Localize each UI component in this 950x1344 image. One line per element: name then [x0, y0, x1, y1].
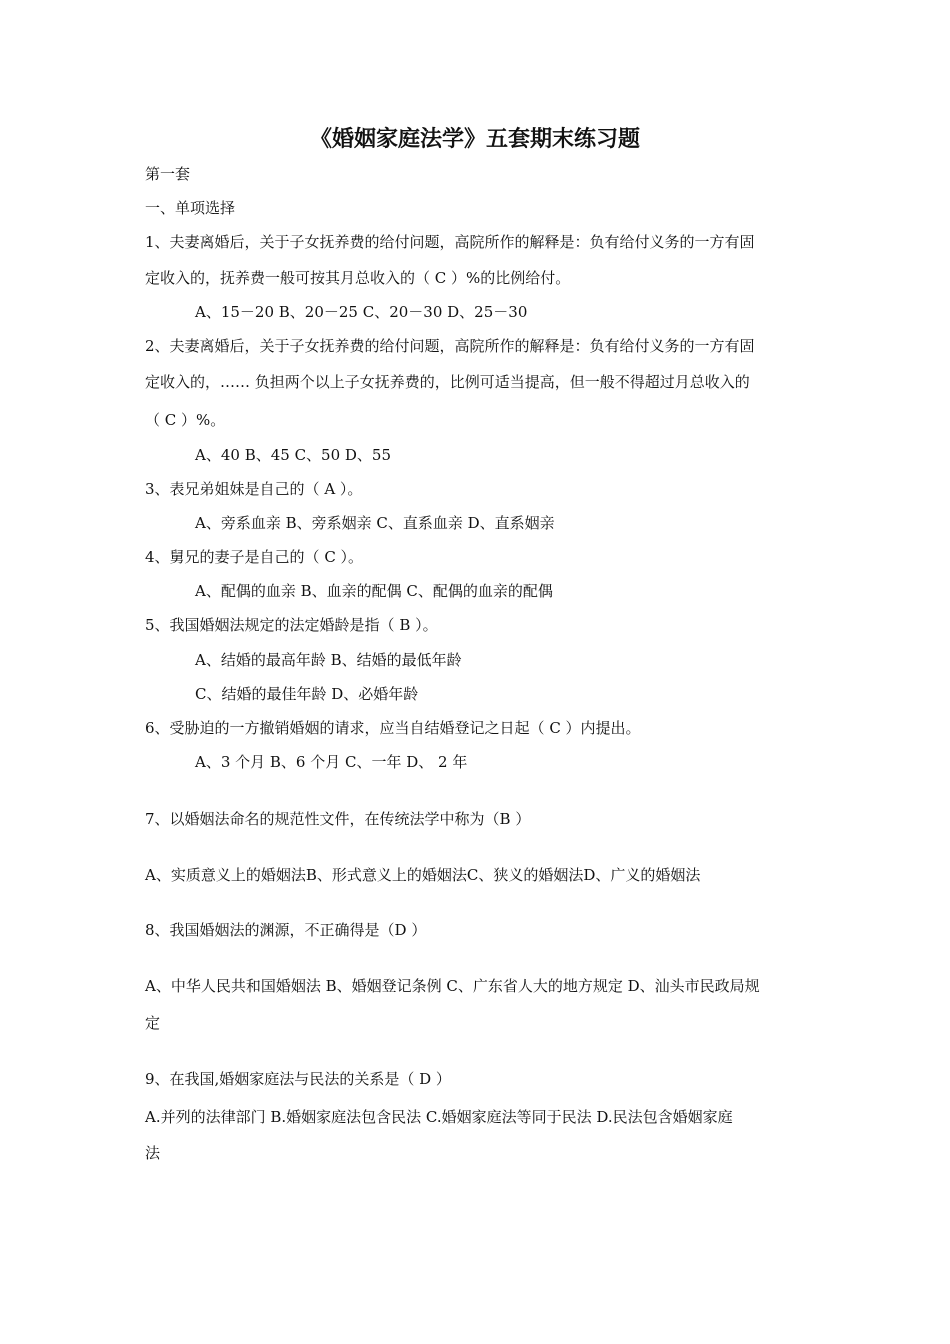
question-9-options: A.并列的法律部门 B.婚姻家庭法包含民法 C.婚姻家庭法等同于民法 D.民法包含婚姻家庭 [145, 1108, 733, 1126]
question-8-options-cont: 定 [145, 1014, 161, 1032]
question-5-options-2: C、结婚的最佳年龄 D、必婚年龄 [195, 685, 419, 703]
question-3-options: A、旁系血亲 B、旁系姻亲 C、直系血亲 D、直系姻亲 [195, 514, 555, 532]
section-label: 第一套 [145, 165, 191, 183]
question-5-text: 5、我国婚姻法规定的法定婚龄是指（ B ）。 [145, 616, 438, 634]
question-7-options: A、实质意义上的婚姻法B、形式意义上的婚姻法C、狭义的婚姻法D、广义的婚姻法 [145, 866, 701, 884]
question-1-options: A、15－20 B、20－25 C、20－30 D、25－30 [195, 303, 528, 321]
question-7-text: 7、以婚姻法命名的规范性文件，在传统法学中称为（B ） [145, 810, 531, 828]
question-9-text: 9、在我国,婚姻家庭法与民法的关系是（ D ） [145, 1070, 451, 1088]
question-2-text-cont-2: （ C ）%。 [145, 411, 226, 429]
question-2-options: A、40 B、45 C、50 D、55 [195, 446, 392, 464]
question-6-options: A、3 个月 B、6 个月 C、一年 D、 2 年 [195, 753, 468, 771]
question-3-text: 3、表兄弟姐妹是自己的（ A ）。 [145, 480, 363, 498]
question-2-text-cont: 定收入的，…… 负担两个以上子女抚养费的，比例可适当提高，但一般不得超过月总收入的 [145, 373, 750, 391]
question-4-options: A、配偶的血亲 B、血亲的配偶 C、配偶的血亲的配偶 [195, 582, 553, 600]
subsection-heading: 一、单项选择 [145, 199, 236, 217]
question-6-text: 6、受胁迫的一方撤销婚姻的请求，应当自结婚登记之日起（ C ）内提出。 [145, 719, 641, 737]
question-5-options-1: A、结婚的最高年龄 B、结婚的最低年龄 [195, 651, 462, 669]
document-title: 《婚姻家庭法学》五套期末练习题 [309, 127, 640, 152]
question-8-text: 8、我国婚姻法的渊源，不正确得是（D ） [145, 921, 427, 939]
question-4-text: 4、舅兄的妻子是自己的（ C ）。 [145, 548, 364, 566]
question-1-text-cont: 定收入的，抚养费一般可按其月总收入的（ C ）%的比例给付。 [145, 269, 571, 287]
question-8-options: A、中华人民共和国婚姻法 B、婚姻登记条例 C、广东省人大的地方规定 D、汕头市民政局规 [145, 977, 760, 995]
question-2-text: 2、夫妻离婚后，关于子女抚养费的给付问题，高院所作的解释是：负有给付义务的一方有固 [145, 337, 755, 355]
question-9-options-cont: 法 [145, 1144, 161, 1162]
question-1-text: 1、夫妻离婚后，关于子女抚养费的给付问题，高院所作的解释是：负有给付义务的一方有固 [145, 233, 755, 251]
